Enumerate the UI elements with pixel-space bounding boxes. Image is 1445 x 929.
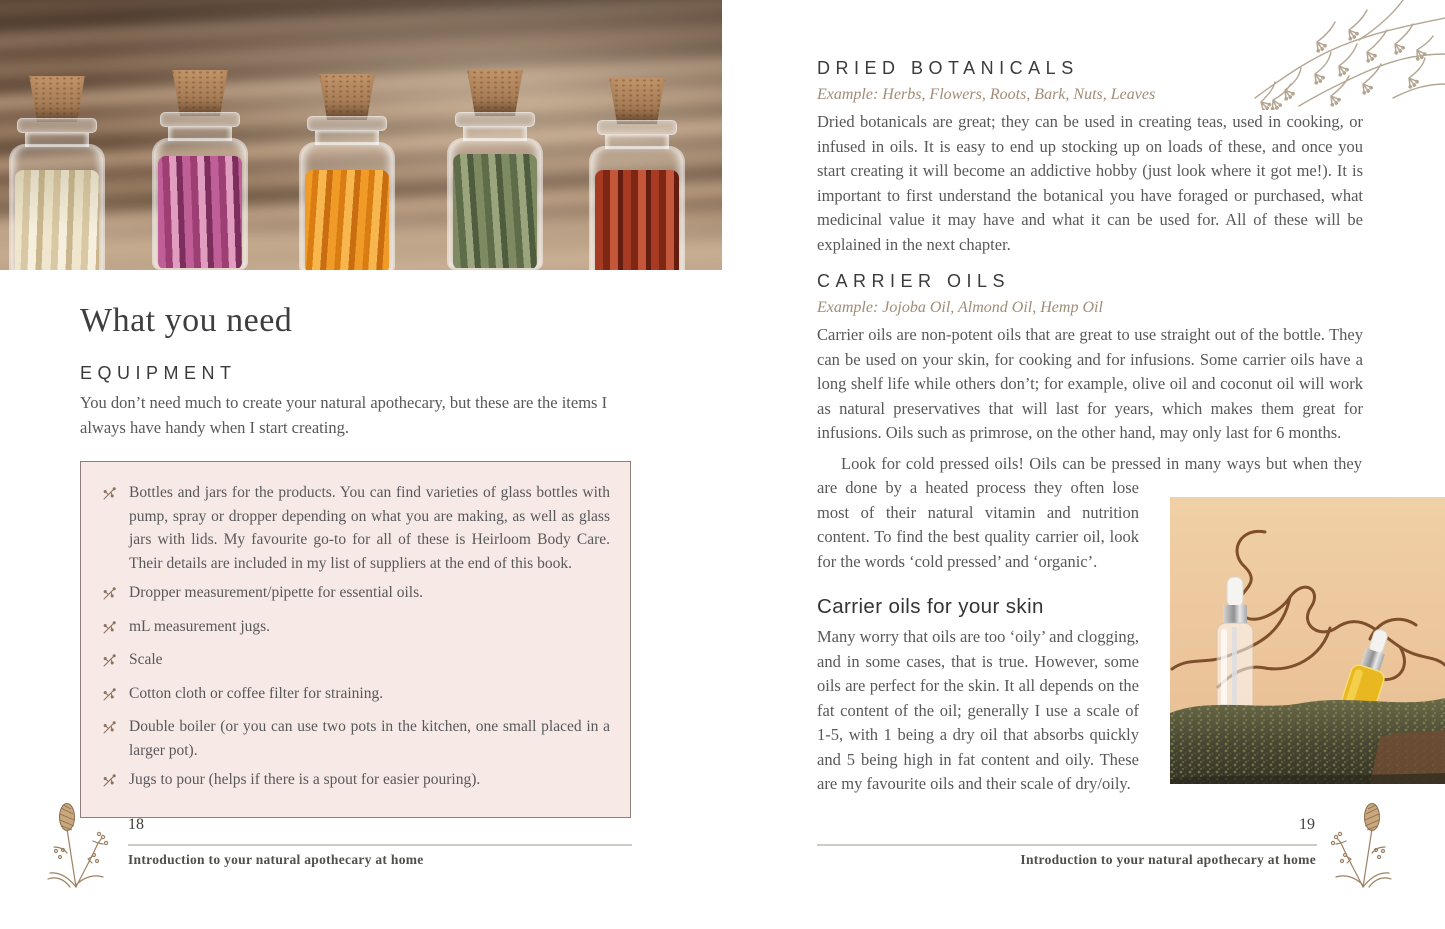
dried-botanicals-example: Example: Herbs, Flowers, Roots, Bark, Nuts, Leaves — [817, 86, 1156, 103]
sprig-bullet-icon — [102, 715, 129, 762]
botanical-sprig-icon — [40, 797, 112, 894]
page-number-right: 19 — [1299, 816, 1315, 833]
equipment-heading: EQUIPMENT — [80, 363, 237, 383]
section-dried-botanicals — [817, 58, 1363, 257]
footer-rule-right — [817, 844, 1317, 846]
cork-icon — [606, 78, 668, 124]
page-title: What you need — [80, 302, 293, 339]
cork-icon — [464, 70, 526, 116]
cork-icon — [169, 70, 231, 116]
dried-botanicals-bottles-photo — [0, 0, 722, 270]
footer-rule-left — [128, 844, 632, 846]
equipment-list-item: Cotton cloth or coffee filter for straining. — [102, 682, 610, 710]
left-page-content — [80, 270, 631, 818]
equipment-list-item: Dropper measurement/pipette for essential oils. — [102, 581, 610, 609]
equipment-list-item: Bottles and jars for the products. You can find varieties of glass bottles with pump, spray or dropper depending on what you are making, as well as glass jars with lids. My favourite go-to for all of these is Heirloom Body Care. Their details are included in my list of suppliers at the end of this book. — [102, 481, 610, 575]
dried-botanicals-body: Dried botanicals are great; they can be used in creating teas, used in cooking, or infused in oils. It is easy to end up stocking up on loads of these, and once you start creating it will become an addictive hobby (just look where it got me!). It is important to first understand the botanical you have foraged or purchased, what medicinal value it may have and what it can be used for. All of these will be explained in the next chapter. — [817, 112, 1363, 254]
dried-botanicals-heading: DRIED BOTANICALS — [817, 58, 1079, 78]
cork-icon — [316, 74, 378, 120]
float-spacer — [1362, 446, 1363, 497]
carrier-oils-photo — [1170, 497, 1445, 784]
section-carrier-oils — [817, 271, 1363, 446]
bottle-illustration-cream — [5, 76, 109, 270]
cold-pressed-paragraph: Look for cold pressed oils! Oils can be pressed in many ways but when they are done by a heated process they often lose most of their natural vitamin and nutrition content. To find the best quality carrier oil, look for the words ‘cold pressed’ and ‘organic’. — [817, 453, 1362, 571]
skin-heading: Carrier oils for your skin — [817, 595, 1044, 618]
botanical-sprig-icon — [1327, 797, 1399, 894]
equipment-list-box — [80, 461, 631, 818]
sprig-bullet-icon — [102, 481, 129, 575]
sprig-bullet-icon — [102, 682, 129, 710]
skin-body: Many worry that oils are too ‘oily’ and clogging, and in some cases, that is true. However, some oils are perfect for the skin. It all depends on the fat content of the oil; generally I use a scale of 1-5, with 1 being a dry oil that absorbs quickly and 5 being high in fat content and oily. These are my favourite oils and their scale of dry/oily. — [817, 627, 1139, 793]
footer-chapter-right: Introduction to your natural apothecary at home — [1020, 852, 1316, 867]
bottle-illustration-green — [443, 70, 547, 270]
equipment-list-item: Jugs to pour (helps if there is a spout for easier pouring). — [102, 768, 610, 796]
equipment-list-item: Double boiler (or you can use two pots in the kitchen, one small placed in a larger pot). — [102, 715, 610, 762]
cork-icon — [26, 76, 88, 122]
carrier-oils-heading: CARRIER OILS — [817, 271, 1011, 291]
clear-dropper-bottle — [1217, 577, 1253, 719]
sprig-bullet-icon — [102, 581, 129, 609]
footer-chapter-left: Introduction to your natural apothecary at home — [128, 852, 424, 867]
bottle-illustration-orange — [295, 74, 399, 270]
equipment-intro: You don’t need much to create your natural apothecary, but these are the items I always have handy when I start creating. — [80, 393, 608, 437]
equipment-list-item: mL measurement jugs. — [102, 615, 610, 643]
equipment-list — [102, 481, 610, 796]
carrier-oils-example: Example: Jojoba Oil, Almond Oil, Hemp Oil — [817, 299, 1103, 316]
equipment-list-item: Scale — [102, 648, 610, 676]
bottle-illustration-pink — [148, 70, 252, 270]
sprig-bullet-icon — [102, 615, 129, 643]
carrier-oils-body: Carrier oils are non-potent oils that are great to use straight out of the bottle. They can be used on your skin, for cooking and for infusions. Some carrier oils have a long shelf life while others don’t; for example, olive oil and coconut oil will work as natural preservatives that will last for years, which makes them great for infusions. Oils such as primrose, on the other hand, may only last for 6 months. — [817, 325, 1363, 442]
sprig-bullet-icon — [102, 768, 129, 796]
sprig-bullet-icon — [102, 648, 129, 676]
bottle-illustration-red — [585, 78, 689, 270]
right-page-content — [817, 58, 1363, 797]
page-number-left: 18 — [128, 816, 144, 833]
